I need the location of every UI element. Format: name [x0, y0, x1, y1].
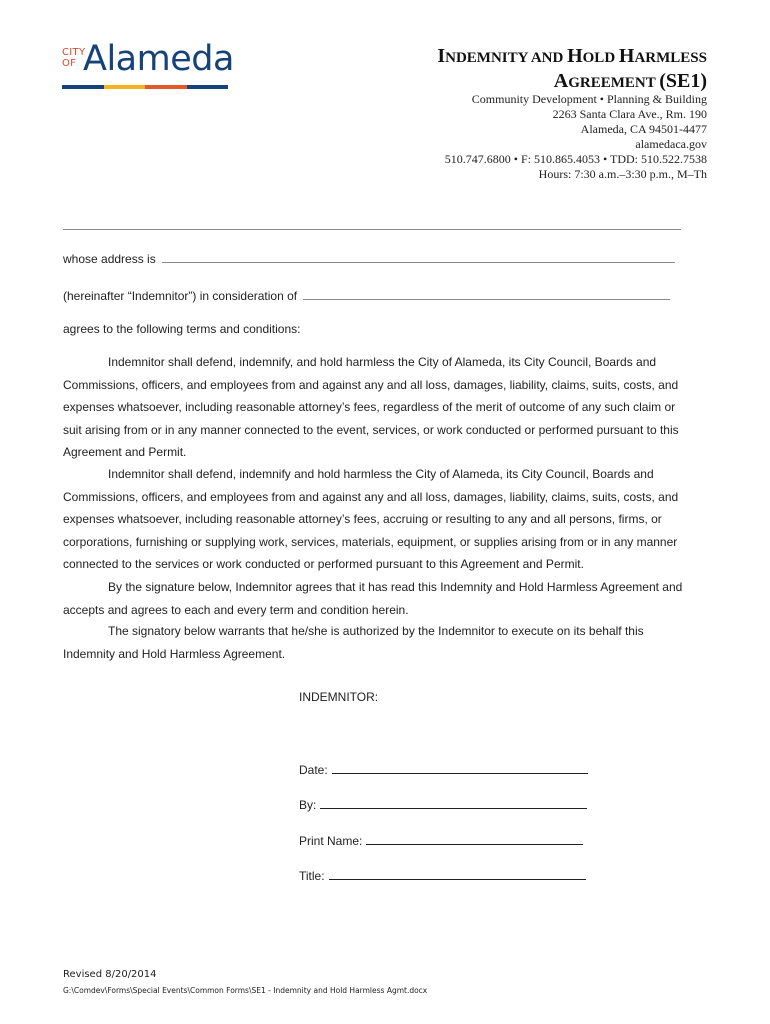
print-name-line [299, 833, 583, 848]
title-indemnity-and: NDEMNITY AND [445, 50, 568, 66]
contact-department: Community Development • Planning & Building [471, 92, 707, 106]
address-label: whose address is [63, 252, 156, 266]
logo-stripe-orange [145, 85, 187, 89]
revised-date: Revised 8/20/2014 [63, 969, 157, 980]
title-greement: GREEMENT [568, 75, 660, 91]
address-field[interactable] [162, 251, 675, 263]
title-initial-a: A [553, 70, 569, 92]
title-form-code: (SE1) [659, 70, 707, 92]
print-name-field[interactable] [366, 833, 583, 845]
logo-color-stripes [62, 85, 228, 89]
contact-city-state-zip: Alameda, CA 94501-4477 [580, 122, 707, 136]
paragraph-signature-acceptance: By the signature below, Indemnitor agrees that it has read this Indemnity and Hold Harmless Agreement and accepts and agrees to each and every term and condition herein. [63, 580, 683, 617]
title-armless: ARMLESS [634, 50, 707, 66]
paragraph-indemnity-2: Indemnitor shall defend, indemnify and hold harmless the City of Alameda, its City Council, Boards and Commissions, officers, and employees from and against any and all loss, damages, liability, claims, suits, costs, and expenses whatsoever, including reasonable attorney’s fees, accruing or resulting to any and all persons, firms, or corporations, furnishing or supplying work, services, materials, equipment, or supplies arising from or in any manner connected to the services or work conducted or performed pursuant to this Agreement and Permit. [63, 467, 679, 571]
agrees-text: agrees to the following terms and conditions: [63, 322, 301, 336]
contact-office-hours: Hours: 7:30 a.m.–3:30 p.m., M–Th [538, 167, 707, 181]
title-line [299, 868, 586, 883]
logo-stripe-navy [62, 85, 104, 89]
logo-stripe-yellow [104, 85, 146, 89]
address-line [63, 251, 675, 266]
contact-street-address: 2263 Santa Clara Ave., Rm. 190 [552, 107, 707, 121]
date-label: Date: [299, 763, 328, 777]
paragraph-authorization: The signatory below warrants that he/she is authorized by the Indemnitor to execute on its behalf this Indemnity and Hold Harmless Agreement. [63, 624, 644, 661]
consideration-line [63, 288, 670, 303]
by-label: By: [299, 798, 317, 812]
consideration-field[interactable] [303, 288, 670, 300]
city-of-alameda-logo [60, 40, 232, 96]
document-title-line-1 [437, 45, 707, 68]
title-initial-h: H [567, 45, 583, 67]
indemnitor-name-field[interactable] [63, 218, 681, 230]
title-initial-i: I [437, 45, 446, 67]
logo-of-text: OF [62, 58, 77, 69]
print-name-label: Print Name: [299, 834, 363, 848]
contact-website: alamedaca.gov [635, 137, 707, 151]
title-initial-h2: H [618, 45, 635, 67]
logo-stripe-navy-2 [187, 85, 229, 89]
title-old: OLD [582, 50, 619, 66]
title-field[interactable] [329, 868, 586, 880]
date-line [299, 762, 588, 777]
logo-city-text: CITY [62, 47, 86, 58]
indemnitor-heading: INDEMNITOR: [299, 690, 379, 704]
document-title-line-2 [554, 70, 707, 93]
logo-alameda-text: Alameda [83, 39, 234, 79]
contact-phone-numbers: 510.747.6800 • F: 510.865.4053 • TDD: 510.522.7538 [444, 152, 707, 166]
consideration-label: (hereinafter “Indemnitor”) in consideration of [63, 289, 298, 303]
title-label: Title: [299, 869, 325, 883]
by-line [299, 797, 587, 812]
file-path: G:\Comdev\Forms\Special Events\Common Forms\SE1 - Indemnity and Hold Harmless Agmt.docx [63, 986, 428, 995]
paragraph-indemnity-1: Indemnitor shall defend, indemnify, and hold harmless the City of Alameda, its City Council, Boards and Commissions, officers, and employees from and against any and all loss, damages, liability, claims, suits, costs, and expenses whatsoever, including reasonable attorney’s fees, regardless of the merit of outcome of any such claim or suit arising from or in any manner connected to the event, services, or work conducted or performed pursuant to this Agreement and Permit. [63, 355, 679, 459]
by-signature-field[interactable] [320, 797, 587, 809]
date-field[interactable] [332, 762, 588, 774]
